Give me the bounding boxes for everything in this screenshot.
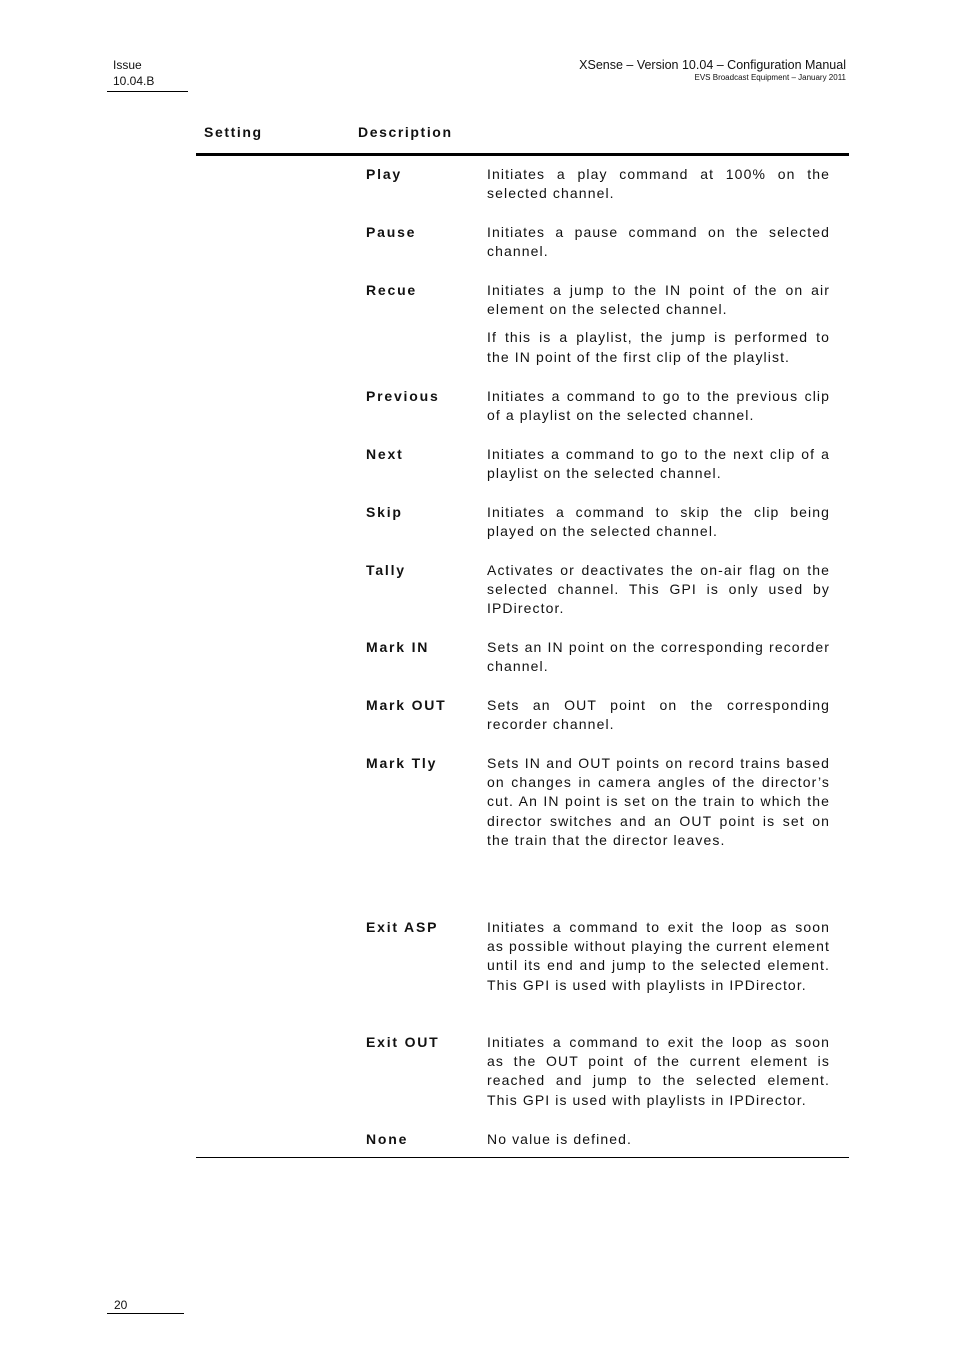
setting-name: Skip: [366, 504, 403, 520]
document-header: [579, 57, 846, 83]
column-header-setting: Setting: [204, 124, 263, 140]
setting-description: [487, 754, 830, 859]
issue-block: [107, 57, 188, 92]
setting-name: Mark Tly: [366, 755, 438, 771]
page-number: 20: [114, 1298, 128, 1312]
description-paragraph: Activates or deactivates the on-air flag on the selected channel. This GPI is only used by IPDirector.: [487, 562, 830, 617]
setting-name: Mark IN: [366, 639, 430, 655]
description-paragraph: Initiates a pause command on the selected channel.: [487, 224, 830, 260]
setting-name: Mark OUT: [366, 697, 447, 713]
setting-description: [487, 1130, 830, 1158]
setting-description: [487, 165, 830, 212]
setting-description: [487, 445, 830, 492]
setting-description: [487, 918, 830, 1004]
description-paragraph: Sets an IN point on the corresponding recorder channel.: [487, 639, 830, 675]
description-paragraph: No value is defined.: [487, 1131, 632, 1147]
setting-name: Recue: [366, 282, 418, 298]
setting-name: Pause: [366, 224, 417, 240]
setting-name: Exit ASP: [366, 919, 439, 935]
table-bottom-rule: [196, 1157, 849, 1158]
column-header-description: Description: [358, 124, 453, 140]
setting-description: [487, 281, 830, 376]
setting-description: [487, 561, 830, 628]
description-paragraph: Initiates a command to exit the loop as soon as possible without playing the current element until its end and jump to the selected element. This GPI is used with playlists in IPDirector.: [487, 919, 830, 993]
document-subtitle: EVS Broadcast Equipment – January 2011: [694, 73, 846, 82]
description-paragraph: Sets an OUT point on the corresponding recorder channel.: [487, 697, 830, 733]
setting-name: Next: [366, 446, 404, 462]
setting-name: Previous: [366, 388, 440, 404]
page-footer: [107, 1297, 184, 1314]
issue-label: Issue: [113, 58, 142, 72]
description-paragraph: Initiates a command to skip the clip being played on the selected channel.: [487, 504, 830, 540]
description-paragraph: Initiates a command to go to the previous clip of a playlist on the selected channel.: [487, 388, 830, 424]
setting-description: [487, 1033, 830, 1119]
setting-description: [487, 223, 830, 270]
issue-number: 10.04.B: [113, 74, 155, 88]
footer-divider: [107, 1313, 184, 1314]
setting-name: Play: [366, 166, 402, 182]
table-header: [196, 122, 849, 156]
setting-description: [487, 696, 830, 743]
description-paragraph: If this is a playlist, the jump is performed to the IN point of the first clip of the playlist.: [487, 329, 830, 365]
setting-name: Exit OUT: [366, 1034, 440, 1050]
issue-divider: [107, 91, 188, 92]
setting-name: None: [366, 1131, 409, 1147]
setting-description: [487, 638, 830, 685]
document-title: XSense – Version 10.04 – Configuration Manual: [579, 58, 846, 72]
description-paragraph: Initiates a command to exit the loop as soon as the OUT point of the current element is reached and jump to the selected element. This GPI is used with playlists in IPDirector.: [487, 1034, 830, 1108]
description-paragraph: Initiates a command to go to the next clip of a playlist on the selected channel.: [487, 446, 830, 482]
setting-name: Tally: [366, 562, 406, 578]
setting-description: [487, 503, 830, 550]
description-paragraph: Sets IN and OUT points on record trains based on changes in camera angles of the director’s cut. An IN point is set on the train to which the director switches and an OUT point is set on the train that the director leaves.: [487, 755, 830, 848]
description-paragraph: Initiates a play command at 100% on the selected channel.: [487, 166, 830, 202]
setting-description: [487, 387, 830, 434]
description-paragraph: Initiates a jump to the IN point of the on air element on the selected channel.: [487, 282, 830, 318]
